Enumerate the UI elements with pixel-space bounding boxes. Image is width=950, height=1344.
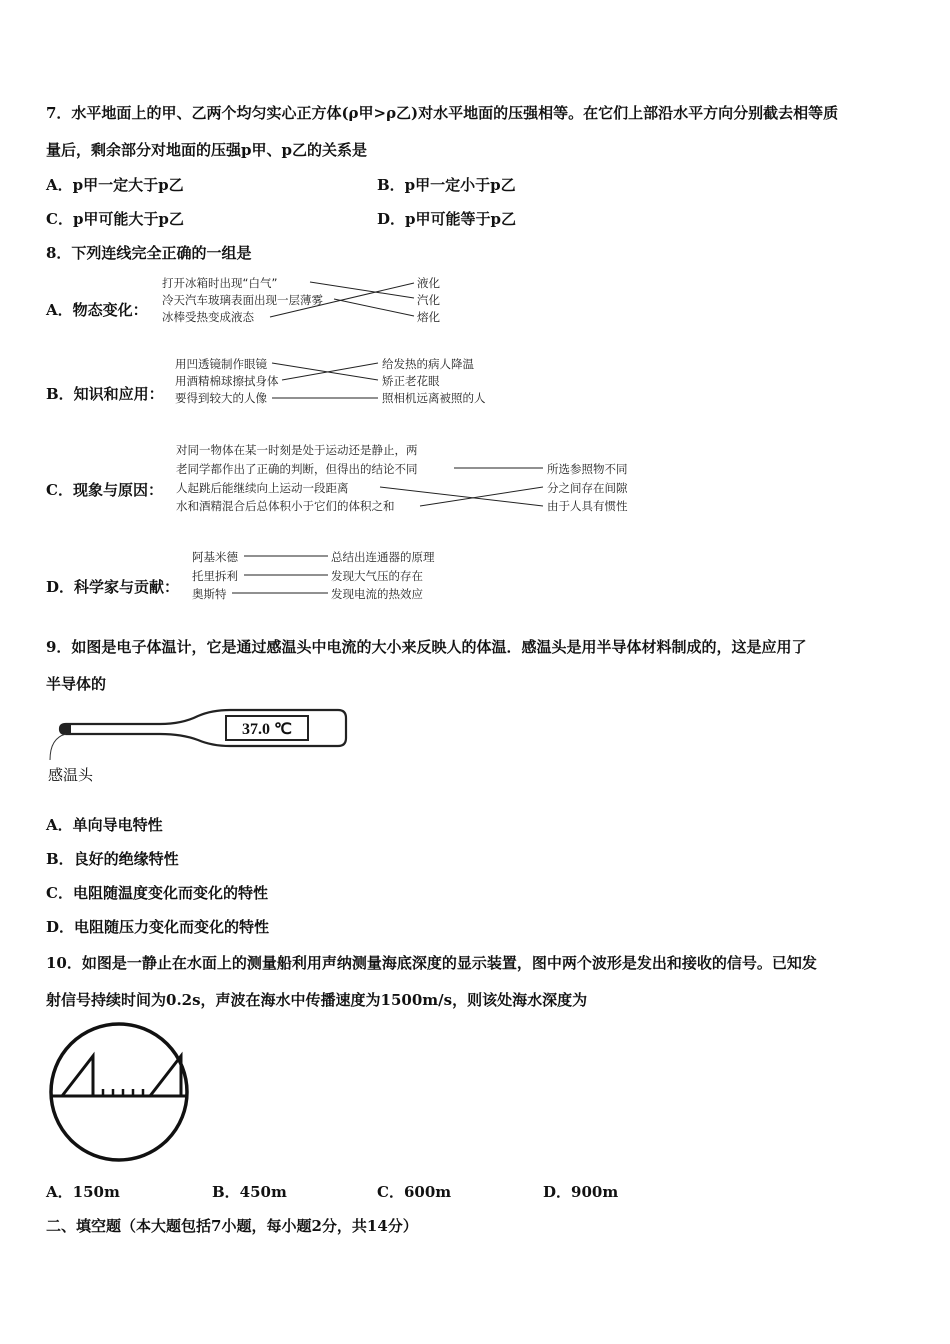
- q8-c-left-2: 老同学都作出了正确的判断，但得出的结论不同: [176, 462, 418, 476]
- q8-a-right-3: 熔化: [417, 310, 440, 324]
- q8-d-left-2: 托里拆利: [192, 569, 238, 583]
- q8-c-left-1: 对同一物体在某一时刻是处于运动还是静止，两: [176, 443, 418, 457]
- thermometer-display-text: 37.0 ℃: [242, 721, 292, 738]
- q8-c-left-3: 人起跳后能继续向上运动一段距离: [176, 481, 349, 495]
- q8-a-left-3: 冰棒受热变成液态: [162, 310, 254, 324]
- q8-c-left-4: 水和酒精混合后总体积小于它们的体积之和: [176, 499, 395, 513]
- q8-d-left-3: 奥斯特: [192, 587, 227, 601]
- received-signal-waveform: [150, 1056, 181, 1096]
- q8-a-right-1: 液化: [417, 276, 440, 290]
- emitted-signal-waveform: [62, 1056, 93, 1096]
- q8-a-right-2: 汽化: [417, 293, 440, 307]
- q9-stem-line2: 半导体的: [46, 675, 107, 693]
- q9-option-d: D．电阻随压力变化而变化的特性: [46, 918, 270, 936]
- q10-stem-line2: 射信号持续时间为0.2s，声波在海水中传播速度为1500m/s，则该处海水深度为: [46, 991, 588, 1009]
- thermometer-body: [60, 710, 346, 746]
- q8-b-right-1: 给发热的病人降温: [382, 357, 474, 371]
- thermometer-display-frame: [226, 716, 308, 740]
- q8-d-left-1: 阿基米德: [192, 550, 238, 564]
- q10-stem-line1: 10．如图是一静止在水面上的测量船利用声纳测量海底深度的显示装置，图中两个波形是发出和接收的信号。已知发: [46, 954, 817, 972]
- q7-option-d: D．p甲可能等于p乙: [377, 210, 516, 228]
- q9-option-a: A．单向导电特性: [46, 816, 163, 834]
- q8-b-left-2: 用酒精棉球擦拭身体: [175, 374, 279, 388]
- q8-b-line-2: [282, 363, 378, 380]
- q10-option-d: D．900m: [543, 1183, 619, 1201]
- q8-stem: 8．下列连线完全正确的一组是: [46, 244, 252, 262]
- q8-a-left-1: 打开冰箱时出现“白气”: [162, 276, 278, 290]
- q8-a-left-2: 冷天汽车玻璃表面出现一层薄雾: [162, 293, 323, 307]
- temperature-probe-tip: [61, 725, 71, 733]
- q7-option-a: A．p甲一定大于p乙: [46, 176, 184, 194]
- q7-stem-line2: 量后，剩余部分对地面的压强p甲、p乙的关系是: [46, 141, 367, 159]
- q9-option-b: B．良好的绝缘特性: [46, 850, 179, 868]
- q8-a-line-2: [334, 299, 414, 316]
- q8-c-right-1: 所选参照物不同: [547, 462, 628, 476]
- probe-label: 感温头: [48, 766, 94, 784]
- q8-b-left-3: 要得到较大的人像: [175, 391, 267, 405]
- q8-b-label: B．知识和应用：: [46, 385, 164, 403]
- q8-c-right-3: 由于人具有惯性: [547, 499, 628, 513]
- q8-d-right-1: 总结出连通器的原理: [331, 550, 435, 564]
- q7-option-b: B．p甲一定小于p乙: [377, 176, 516, 194]
- sonar-screen-circle: [51, 1024, 187, 1160]
- q8-d-right-2: 发现大气压的存在: [331, 569, 423, 583]
- probe-pointer-line: [50, 734, 66, 760]
- q8-c-right-2: 分之间存在间隙: [547, 481, 628, 495]
- q8-a-line-1: [310, 282, 414, 298]
- q10-option-c: C．600m: [377, 1183, 452, 1201]
- q7-option-c: C．p甲可能大于p乙: [46, 210, 184, 228]
- q8-d-label: D．科学家与贡献：: [46, 578, 180, 596]
- q10-option-b: B．450m: [212, 1183, 287, 1201]
- q8-c-line-3: [420, 487, 543, 506]
- q8-c-line-2: [380, 487, 543, 506]
- q8-d-right-3: 发现电流的热效应: [331, 587, 423, 601]
- q7-stem-line1: 7．水平地面上的甲、乙两个均匀实心正方体(ρ甲>ρ乙)对水平地面的压强相等。在它们上部沿水平方向分别截去相等质: [46, 104, 839, 122]
- q8-a-label: A．物态变化：: [46, 301, 148, 319]
- sonar-scale-ticks: [103, 1089, 143, 1096]
- q8-b-right-3: 照相机远离被照的人: [382, 391, 486, 405]
- q8-b-line-1: [272, 363, 378, 380]
- q8-c-label: C．现象与原因：: [46, 481, 163, 499]
- q10-option-a: A．150m: [46, 1183, 120, 1201]
- q8-b-right-2: 矫正老花眼: [382, 374, 440, 388]
- q9-option-c: C．电阻随温度变化而变化的特性: [46, 884, 268, 902]
- q8-b-left-1: 用凹透镜制作眼镜: [175, 357, 267, 371]
- section-2-heading: 二、填空题（本大题包括7小题，每小题2分，共14分）: [46, 1217, 418, 1235]
- q9-stem-line1: 9．如图是电子体温计，它是通过感温头中电流的大小来反映人的体温．感温头是用半导体材料制成的，这是应用了: [46, 638, 807, 656]
